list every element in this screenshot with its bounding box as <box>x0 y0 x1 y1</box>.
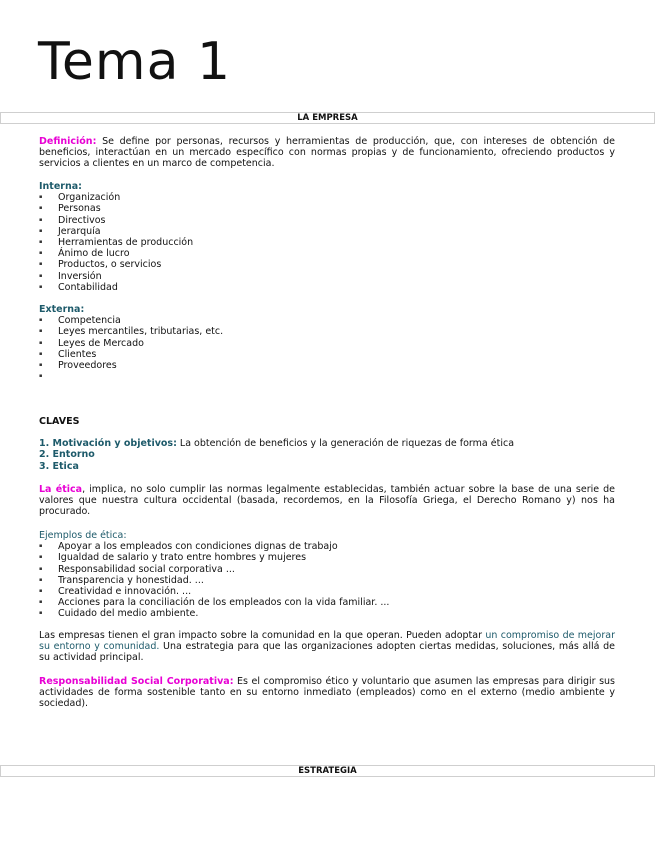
list-item: ▪ Apoyar a los empleados con condiciones dignas de trabajo <box>39 541 615 552</box>
interna-list <box>39 192 615 293</box>
section-header-la-empresa: LA EMPRESA <box>0 112 655 124</box>
impacto-text-2: Una estrategia para que las organizaciones adopten ciertas medidas, soluciones, más allá de su actividad principal. <box>39 641 615 664</box>
list-item: ▪ Acciones para la conciliación de los empleados con la vida familiar. ... <box>39 597 615 608</box>
clave-3: 3. Etica <box>39 460 79 472</box>
impacto-block <box>39 630 615 664</box>
clave-1-text: La obtención de beneficios y la generación de riquezas de forma ética <box>176 438 515 450</box>
externa-block <box>39 304 615 382</box>
interna-label: Interna: <box>39 181 82 192</box>
ejemplos-list <box>39 541 615 619</box>
list-item: ▪ Contabilidad <box>39 282 615 293</box>
list-item: ▪ Inversión <box>39 271 615 282</box>
list-item: ▪ Directivos <box>39 215 615 226</box>
list-item: ▪ Transparencia y honestidad. ... <box>39 575 615 586</box>
list-item: ▪ Competencia <box>39 315 615 326</box>
list-item: ▪ Cuidado del medio ambiente. <box>39 608 615 619</box>
section-header-estrategia: ESTRATEGIA <box>0 765 655 777</box>
etica-text: , implica, no solo cumplir las normas legalmente establecidas, también actuar sobre la base de una serie de valores que nuestra cultura occidental (basada, recordemos, en la Filosofía Griega, el Derecho Romano y) nos ha procurado. <box>39 484 615 518</box>
clave-1-label: 1. Motivación y objetivos: <box>39 438 177 450</box>
claves-heading: CLAVES <box>39 416 80 427</box>
definition-block <box>39 136 615 170</box>
definicion-label: Definición: <box>39 136 97 147</box>
list-item: ▪ Responsabilidad social corporativa ... <box>39 564 615 575</box>
list-item <box>39 371 615 382</box>
list-item: ▪ Leyes de Mercado <box>39 338 615 349</box>
impacto-text-1: Las empresas tienen el gran impacto sobre la comunidad en la que operan. Pueden adoptar <box>39 630 486 641</box>
interna-block <box>39 181 615 293</box>
externa-label: Externa: <box>39 304 85 315</box>
externa-list <box>39 315 615 382</box>
list-item: ▪ Personas <box>39 203 615 214</box>
rsc-label: Responsabilidad Social Corporativa: <box>39 676 234 687</box>
list-item: ▪ Igualdad de salario y trato entre hombres y mujeres <box>39 552 615 563</box>
rsc-text: Es el compromiso ético y voluntario que asumen las empresas para dirigir sus actividades de forma sostenible tanto en su entorno inmediato (empleados) como en el externo (medio ambiente y sociedad). <box>39 676 615 710</box>
list-item: ▪ Creatividad e innovación. ... <box>39 586 615 597</box>
list-item: ▪ Proveedores <box>39 360 615 371</box>
list-item: ▪ Ánimo de lucro <box>39 248 615 259</box>
list-item: ▪ Herramientas de producción <box>39 237 615 248</box>
etica-block <box>39 484 615 518</box>
list-item: ▪ Jerarquía <box>39 226 615 237</box>
definicion-text: Se define por personas, recursos y herramientas de producción, que, con intereses de obtención de beneficios, interactúan en un mercado específico con normas propias y de funcionamiento, ofreciendo productos y servicios a clientes en un marco de competencia. <box>39 136 615 170</box>
claves-block <box>39 416 615 472</box>
etica-label: La ética <box>39 484 83 495</box>
ejemplos-block <box>39 530 615 620</box>
list-item: ▪ Leyes mercantiles, tributarias, etc. <box>39 326 615 337</box>
clave-2: 2. Entorno <box>39 449 95 461</box>
page-title: Tema 1 <box>38 32 232 92</box>
list-item: ▪ Organización <box>39 192 615 203</box>
ejemplos-label: Ejemplos de ética: <box>39 530 127 541</box>
list-item: ▪ Productos, o servicios <box>39 259 615 270</box>
rsc-block <box>39 676 615 710</box>
list-item: ▪ Clientes <box>39 349 615 360</box>
compromiso-link[interactable]: un compromiso de mejorar su entorno y comunidad. <box>39 630 615 653</box>
